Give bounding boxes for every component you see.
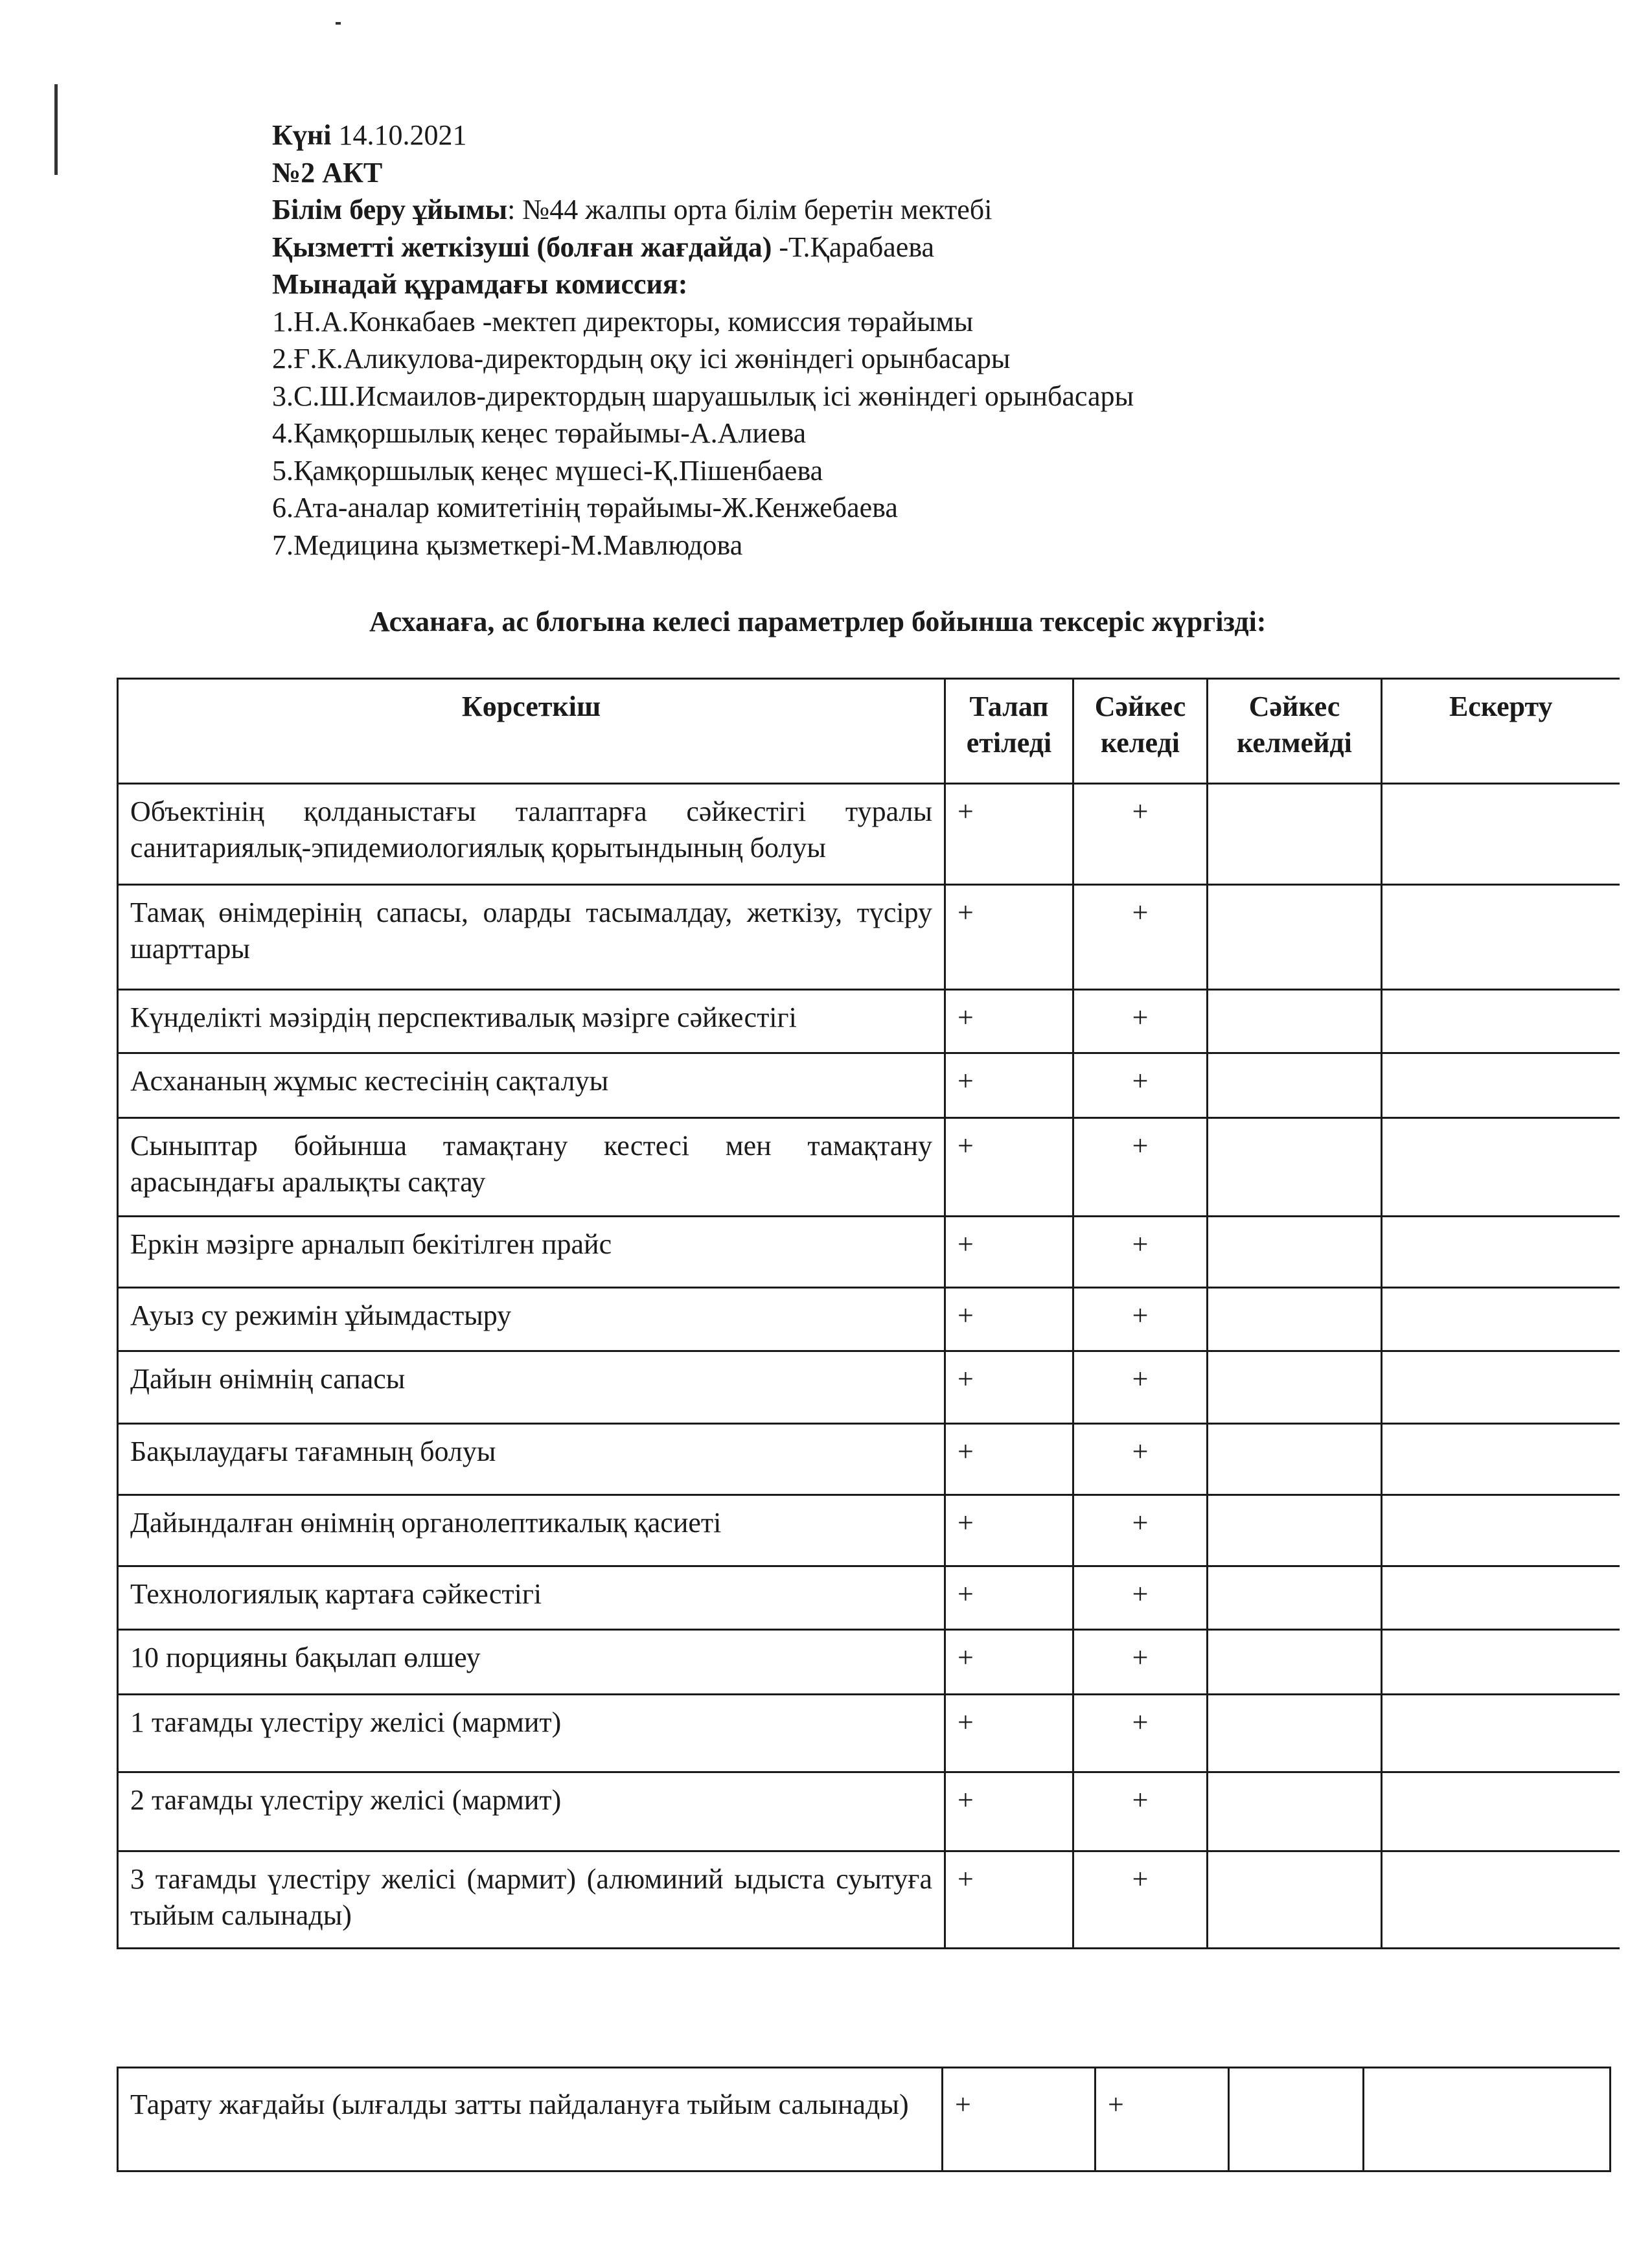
col-header-complies: Сәйкес келеді (1073, 679, 1208, 784)
note-cell (1382, 1053, 1620, 1118)
table-row (118, 1772, 1620, 1851)
supplier-value: -Т.Қарабаева (772, 231, 935, 263)
not-complies-cell (1208, 1288, 1382, 1351)
table-row (118, 1288, 1620, 1351)
note-cell (1382, 1495, 1620, 1566)
required-cell: + (945, 1630, 1073, 1695)
date-line (272, 117, 1503, 154)
indicator-cell: Ауыз су режимін ұйымдастыру (118, 1288, 945, 1351)
complies-cell: + (1073, 1566, 1208, 1630)
not-complies-cell (1208, 990, 1382, 1053)
complies-cell: + (1073, 784, 1208, 885)
indicator-cell: 1 тағамды үлестіру желісі (мармит) (118, 1695, 945, 1772)
table-row (118, 1495, 1620, 1566)
note-cell (1382, 1351, 1620, 1424)
table-header-row (118, 679, 1620, 784)
col-header-note: Ескерту (1382, 679, 1620, 784)
indicator-cell: 10 порцияны бақылап өлшеу (118, 1630, 945, 1695)
note-cell (1382, 1424, 1620, 1495)
member-2: 2.Ғ.К.Аликулова-директордың оқу ісі жөніндегі орынбасары (272, 343, 1011, 374)
member-7: 7.Медицина қызметкері-М.Мавлюдова (272, 529, 743, 561)
org-line (272, 191, 1503, 229)
indicator-cell: Сыныптар бойынша тамақтану кестесі мен тамақтану арасындағы аралықты сақтау (118, 1118, 945, 1217)
scan-mark-left (54, 84, 58, 175)
supplier-line (272, 229, 1503, 266)
required-cell: + (945, 1053, 1073, 1118)
indicator-cell: Дайын өнімнің сапасы (118, 1351, 945, 1424)
not-complies-cell (1208, 784, 1382, 885)
required-cell: + (945, 1217, 1073, 1288)
inspection-table (117, 678, 1620, 1949)
org-label: Білім беру ұйымы (272, 194, 508, 225)
note-cell (1382, 784, 1620, 885)
note-cell (1382, 1695, 1620, 1772)
act-title: №2 АКТ (272, 156, 383, 189)
complies-cell: + (1073, 1053, 1208, 1118)
not-complies-cell (1229, 2068, 1364, 2171)
indicator-cell: Тамақ өнімдерінің сапасы, оларды тасымалдау, жеткізу, түсіру шарттары (118, 885, 945, 990)
inspection-subtitle: Асханаға, ас блогына келесі параметрлер бойынша тексеріс жүргізді: (369, 606, 1267, 637)
note-cell (1382, 885, 1620, 990)
required-cell: + (945, 1772, 1073, 1851)
note-cell (1382, 990, 1620, 1053)
table-row (118, 1053, 1620, 1118)
complies-cell: + (1073, 1351, 1208, 1424)
note-cell (1382, 1118, 1620, 1217)
indicator-cell: Объектінің қолданыстағы талаптарға сәйкестігі туралы санитариялық-эпидемиологиялық қорытындының болуы (118, 784, 945, 885)
table-row (118, 885, 1620, 990)
inspection-table-continued (117, 2067, 1611, 2172)
note-cell (1382, 1772, 1620, 1851)
required-cell: + (945, 1351, 1073, 1424)
complies-cell: + (1096, 2068, 1229, 2171)
not-complies-cell (1208, 1630, 1382, 1695)
not-complies-cell (1208, 885, 1382, 990)
table-row (118, 1566, 1620, 1630)
col-header-required: Талап етіледі (945, 679, 1073, 784)
complies-cell: + (1073, 1217, 1208, 1288)
col-header-not-complies: Сәйкес келмейді (1208, 679, 1382, 784)
complies-cell: + (1073, 1495, 1208, 1566)
indicator-cell: 3 тағамды үлестіру желісі (мармит) (алюминий ыдыста суытуға тыйым салынады) (118, 1851, 945, 1949)
org-value: : №44 жалпы орта білім беретін мектебі (507, 194, 992, 225)
indicator-cell: Технологиялық картаға сәйкестігі (118, 1566, 945, 1630)
not-complies-cell (1208, 1695, 1382, 1772)
scan-mark-top (336, 22, 341, 25)
act-header (272, 117, 1503, 564)
required-cell: + (945, 1851, 1073, 1949)
indicator-cell: Бақылаудағы тағамның болуы (118, 1424, 945, 1495)
required-cell: + (945, 885, 1073, 990)
complies-cell: + (1073, 990, 1208, 1053)
not-complies-cell (1208, 1566, 1382, 1630)
table-row (118, 990, 1620, 1053)
table-row (118, 1351, 1620, 1424)
table-row (118, 2068, 1611, 2171)
not-complies-cell (1208, 1118, 1382, 1217)
member-3: 3.С.Ш.Исмаилов-директордың шаруашылық ісі жөніндегі орынбасары (272, 380, 1134, 412)
col-header-indicator: Көрсеткіш (118, 679, 945, 784)
not-complies-cell (1208, 1851, 1382, 1949)
required-cell: + (945, 1566, 1073, 1630)
note-cell (1382, 1217, 1620, 1288)
required-cell: + (945, 1424, 1073, 1495)
date-label: Күні (272, 119, 332, 151)
complies-cell: + (1073, 1118, 1208, 1217)
complies-cell: + (1073, 1851, 1208, 1949)
not-complies-cell (1208, 1217, 1382, 1288)
note-cell (1382, 1566, 1620, 1630)
complies-cell: + (1073, 1288, 1208, 1351)
required-cell: + (945, 1695, 1073, 1772)
table-row (118, 1851, 1620, 1949)
member-1: 1.Н.А.Конкабаев -мектеп директоры, комиссия төрайымы (272, 305, 974, 338)
not-complies-cell (1208, 1772, 1382, 1851)
required-cell: + (945, 990, 1073, 1053)
not-complies-cell (1208, 1053, 1382, 1118)
indicator-cell: Күнделікті мәзірдің перспективалық мәзірге сәйкестігі (118, 990, 945, 1053)
complies-cell: + (1073, 1772, 1208, 1851)
note-cell (1382, 1630, 1620, 1695)
complies-cell: + (1073, 1424, 1208, 1495)
table-row (118, 784, 1620, 885)
note-cell (1382, 1851, 1620, 1949)
member-6: 6.Ата-аналар комитетінің төрайымы-Ж.Кенжебаева (272, 492, 898, 523)
supplier-label: Қызметті жеткізуші (болған жағдайда) (272, 231, 772, 263)
indicator-cell: Тарату жағдайы (ылғалды затты пайдалануға тыйым салынады) (118, 2068, 943, 2171)
indicator-cell: 2 тағамды үлестіру желісі (мармит) (118, 1772, 945, 1851)
note-cell (1382, 1288, 1620, 1351)
table-row (118, 1630, 1620, 1695)
member-5: 5.Қамқоршылық кеңес мүшесі-Қ.Пішенбаева (272, 454, 823, 487)
indicator-cell: Дайындалған өнімнің органолептикалық қасиеті (118, 1495, 945, 1566)
table-row (118, 1695, 1620, 1772)
indicator-cell: Еркін мәзірге арналып бекітілген прайс (118, 1217, 945, 1288)
required-cell: + (945, 1495, 1073, 1566)
not-complies-cell (1208, 1424, 1382, 1495)
not-complies-cell (1208, 1495, 1382, 1566)
required-cell: + (945, 1288, 1073, 1351)
required-cell: + (943, 2068, 1096, 2171)
complies-cell: + (1073, 1695, 1208, 1772)
note-cell (1364, 2068, 1611, 2171)
table-row (118, 1424, 1620, 1495)
table-row (118, 1217, 1620, 1288)
table-row (118, 1118, 1620, 1217)
member-4: 4.Қамқоршылық кеңес төрайымы-А.Алиева (272, 417, 807, 449)
not-complies-cell (1208, 1351, 1382, 1424)
date-value: 14.10.2021 (338, 119, 467, 151)
required-cell: + (945, 784, 1073, 885)
indicator-cell: Асхананың жұмыс кестесінің сақталуы (118, 1053, 945, 1118)
complies-cell: + (1073, 885, 1208, 990)
required-cell: + (945, 1118, 1073, 1217)
complies-cell: + (1073, 1630, 1208, 1695)
commission-label: Мынадай құрамдағы комиссия: (272, 268, 688, 300)
